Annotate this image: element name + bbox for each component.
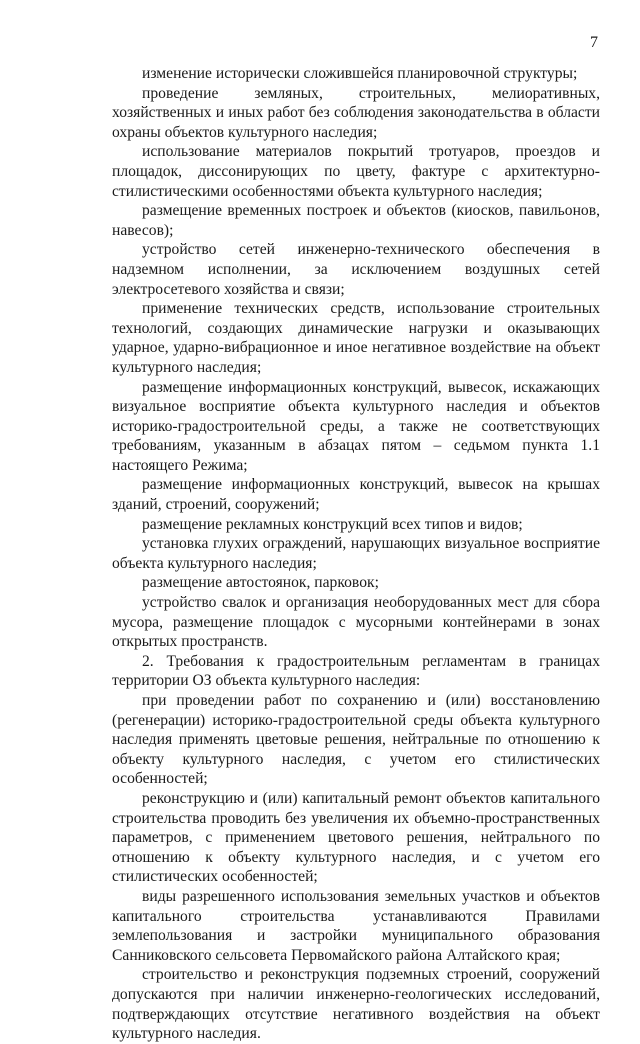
paragraph: устройство сетей инженерно-технического обеспечения в надземном исполнении, за исключением воздушных сетей электросетевого хозяйства и связи; xyxy=(112,241,600,298)
paragraph: размещение информационных конструкций, вывесок на крышах зданий, строений, сооружений; xyxy=(112,476,600,514)
paragraph: использование материалов покрытий тротуаров, проездов и площадок, диссонирующих по цвету, фактуре с архитектурно-стилистическими особенностями объекта культурного наследия; xyxy=(112,143,600,200)
paragraph: при проведении работ по сохранению и (или) восстановлению (регенерации) историко-градостроительной среды объекта культурного наследия применять цветовые решения, нейтральные по отношению к объекту культурного наследия, с учетом его стилистических особенностей; xyxy=(112,692,600,788)
paragraph: виды разрешенного использования земельных участков и объектов капитального строительства устанавливаются Правилами землепользования и застройки муниципального образования Санниковского сельсовета Первомайского района Алтайского края; xyxy=(112,887,600,964)
paragraph: проведение земляных, строительных, мелиоративных, хозяйственных и иных работ без соблюдения законодательства в области охраны объектов культурного наследия; xyxy=(112,84,600,141)
paragraph: реконструкцию и (или) капитальный ремонт объектов капитального строительства проводить без увеличения их объемно-пространственных параметров, с применением цветового решения, нейтрального по отношению к объекту культурного наследия, и с учетом его стилистических особенностей; xyxy=(112,789,600,886)
paragraph: размещение рекламных конструкций всех типов и видов; xyxy=(142,515,523,533)
paragraph: строительство и реконструкция подземных строений, сооружений допускаются при наличии инженерно-геологических исследований, подтверждающих отсутствие негативного воздействия на объект культурного наследия. xyxy=(112,966,600,1043)
paragraph: размещение автостоянок, парковок; xyxy=(142,574,379,592)
paragraph: применение технических средств, использование строительных технологий, создающих динамические нагрузки и оказывающих ударное, ударно-вибрационное и иное негативное воздействие на объект культурного наследия; xyxy=(112,300,600,376)
paragraph: изменение исторически сложившейся планировочной структуры; xyxy=(142,65,578,82)
paragraph: размещение информационных конструкций, вывесок, искажающих визуальное восприятие объекта культурного наследия и объектов историко-градостроительной среды, а также не соответствующих требованиям, указанным в абзацах пятом – седьмом пункта 1.1 настоящего Режима; xyxy=(112,378,600,474)
paragraph: установка глухих ограждений, нарушающих визуальное восприятие объекта культурного наследия; xyxy=(112,535,600,572)
section-heading-paragraph: 2. Требования к градостроительным регламентам в границах территории ОЗ объекта культурного наследия: xyxy=(112,652,600,690)
document-body xyxy=(112,64,600,1044)
paragraph: устройство свалок и организация необорудованных мест для сбора мусора, размещение площадок с мусорными контейнерами в зонах открытых пространств. xyxy=(112,594,600,651)
paragraph: размещение временных построек и объектов (киосков, павильонов, навесов); xyxy=(112,202,600,239)
page-number: 7 xyxy=(590,34,598,51)
